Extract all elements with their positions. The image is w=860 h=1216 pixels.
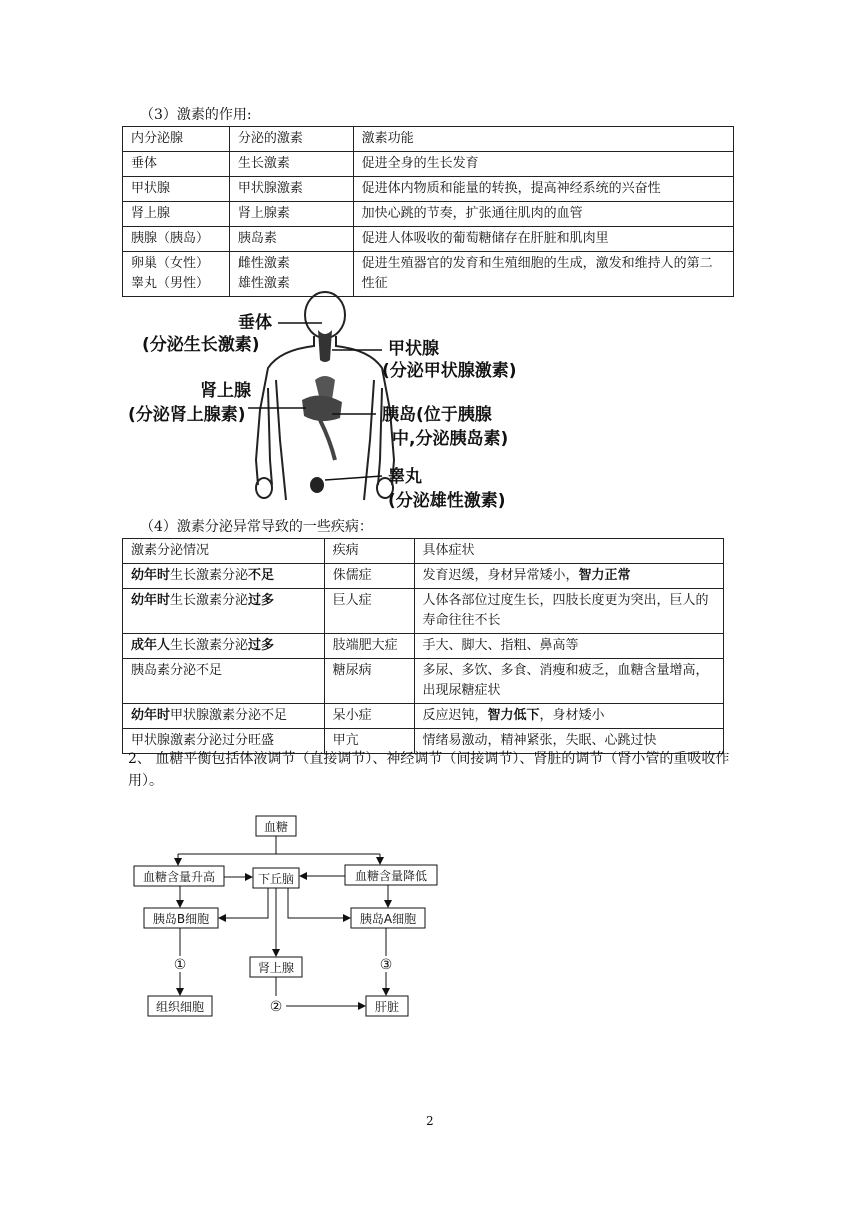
function-cell: 促进生殖器官的发育和生殖细胞的生成，激发和维持人的第二性征 <box>353 252 733 297</box>
header-cell: 激素分泌情况 <box>123 539 325 564</box>
symptom-cell <box>414 564 723 589</box>
section3-title: （3）激素的作用: <box>140 107 252 123</box>
testis-label: 睾丸 <box>388 467 422 487</box>
condition-emphasis: 过多 <box>248 638 275 653</box>
islet-label: 胰岛(位于胰腺 <box>382 405 492 425</box>
condition-emphasis: 幼年时 <box>131 593 171 608</box>
disease-cell: 侏儒症 <box>324 564 414 589</box>
table-row <box>123 564 724 589</box>
gland-cell: 卵巢（女性） 睾丸（男性） <box>123 252 230 297</box>
symptom-text: 人体各部位过度生长，四肢长度更为突出，巨人的寿命往往不长 <box>422 593 709 628</box>
section4-title: （4）激素分泌异常导致的一些疾病： <box>140 519 373 535</box>
disease-cell: 糖尿病 <box>324 659 414 704</box>
header-cell: 分泌的激素 <box>229 127 353 152</box>
table-row <box>123 152 734 177</box>
disease-cell: 肢端肥大症 <box>324 634 414 659</box>
condition-emphasis: 不足 <box>248 568 275 583</box>
blood-sugar-paragraph: 2、 血糖平衡包括体液调节（直接调节）、神经调节（间接调节）、肾脏的调节（肾小管的重吸收作用）。 <box>128 751 730 789</box>
function-cell: 促进体内物质和能量的转换，提高神经系统的兴奋性 <box>353 177 733 202</box>
blood-sugar-flow-diagram <box>128 810 448 1030</box>
symptom-text: 情绪易激动，精神紧张，失眠、心跳过快 <box>422 733 657 748</box>
islet-note: 中,分泌胰岛素) <box>392 429 509 449</box>
symptom-text: 反应迟钝， <box>422 708 488 723</box>
disease-cell: 呆小症 <box>324 704 414 729</box>
condition-text: 生长激素分泌 <box>170 638 249 653</box>
hormone-cell: 甲状腺激素 <box>229 177 353 202</box>
blood-sugar-label: 血糖 <box>263 820 289 834</box>
hormone-cell: 生长激素 <box>229 152 353 177</box>
condition-text: 生长激素分泌 <box>170 593 249 608</box>
tissue-cell-label: 组织细胞 <box>155 1000 205 1014</box>
function-cell: 加快心跳的节奏，扩张通往肌肉的血管 <box>353 202 733 227</box>
hormone-cell: 肾上腺素 <box>229 202 353 227</box>
header-cell: 激素功能 <box>353 127 733 152</box>
disease-cell: 甲亢 <box>324 729 414 754</box>
hormone-function-table <box>122 126 734 297</box>
header-cell: 内分泌腺 <box>123 127 230 152</box>
condition-emphasis: 过多 <box>248 593 275 608</box>
gland-cell: 胰腺（胰岛） <box>123 227 230 252</box>
table-row <box>123 659 724 704</box>
header-cell: 疾病 <box>324 539 414 564</box>
condition-cell <box>123 564 325 589</box>
table-row <box>123 634 724 659</box>
condition-cell <box>123 589 325 634</box>
table-row <box>123 202 734 227</box>
table-row <box>123 704 724 729</box>
blood-sugar-low-label: 血糖含量降低 <box>354 869 428 883</box>
thyroid-note: (分泌甲状腺激素) <box>382 361 517 381</box>
page-number: 2 <box>426 1114 434 1128</box>
marker-3: ③ <box>379 957 393 973</box>
adrenal-label: 肾上腺 <box>200 381 251 401</box>
table-header-row <box>123 127 734 152</box>
condition-cell <box>123 634 325 659</box>
endocrine-body-figure <box>120 290 560 515</box>
condition-text: 胰岛素分泌不足 <box>131 663 223 678</box>
marker-2: ② <box>269 999 283 1015</box>
table-header-row <box>123 539 724 564</box>
condition-emphasis: 成年人 <box>131 638 171 653</box>
liver-label: 肝脏 <box>374 1000 400 1014</box>
symptom-emphasis: 智力正常 <box>578 568 631 583</box>
islet-alpha-cell-label: 胰岛A细胞 <box>359 912 417 926</box>
condition-text: 甲状腺激素分泌过分旺盛 <box>131 733 275 748</box>
symptom-emphasis: 智力低下 <box>487 708 540 723</box>
symptom-cell <box>414 704 723 729</box>
symptom-text: 多尿、多饮、多食、消瘦和疲乏，血糖含量增高，出现尿糖症状 <box>422 663 709 698</box>
disease-cell: 巨人症 <box>324 589 414 634</box>
header-cell: 具体症状 <box>414 539 723 564</box>
symptom-text: 手大、脚大、指粗、鼻高等 <box>422 638 579 653</box>
disease-table <box>122 538 724 754</box>
table-row <box>123 227 734 252</box>
condition-cell <box>123 704 325 729</box>
pituitary-label: 垂体 <box>238 313 272 333</box>
symptom-cell <box>414 634 723 659</box>
table-row <box>123 177 734 202</box>
islet-beta-cell-label: 胰岛B细胞 <box>152 912 210 926</box>
hormone-cell: 胰岛素 <box>229 227 353 252</box>
function-cell: 促进人体吸收的葡萄糖储存在肝脏和肌肉里 <box>353 227 733 252</box>
symptom-cell <box>414 659 723 704</box>
condition-emphasis: 幼年时 <box>131 568 171 583</box>
symptom-cell <box>414 589 723 634</box>
thyroid-label: 甲状腺 <box>388 339 439 359</box>
gland-cell: 垂体 <box>123 152 230 177</box>
testis-note: (分泌雄性激素) <box>388 491 506 511</box>
table-row <box>123 589 724 634</box>
marker-1: ① <box>173 957 187 973</box>
adrenal-note: (分泌肾上腺素) <box>128 405 246 425</box>
pituitary-note: (分泌生长激素) <box>142 335 260 355</box>
condition-emphasis: 幼年时 <box>131 708 171 723</box>
hormone-cell: 雌性激素 雄性激素 <box>229 252 353 297</box>
symptom-text: 发育迟缓，身材异常矮小， <box>422 568 579 583</box>
symptom-text: ，身材矮小 <box>539 708 605 723</box>
adrenal-flow-label: 肾上腺 <box>257 961 295 975</box>
condition-cell <box>123 659 325 704</box>
condition-text: 甲状腺激素分泌不足 <box>170 708 288 723</box>
blood-sugar-high-label: 血糖含量升高 <box>142 870 216 884</box>
function-cell: 促进全身的生长发育 <box>353 152 733 177</box>
condition-text: 生长激素分泌 <box>170 568 249 583</box>
gland-cell: 甲状腺 <box>123 177 230 202</box>
hypothalamus-label: 下丘脑 <box>257 872 295 886</box>
gland-cell: 肾上腺 <box>123 202 230 227</box>
